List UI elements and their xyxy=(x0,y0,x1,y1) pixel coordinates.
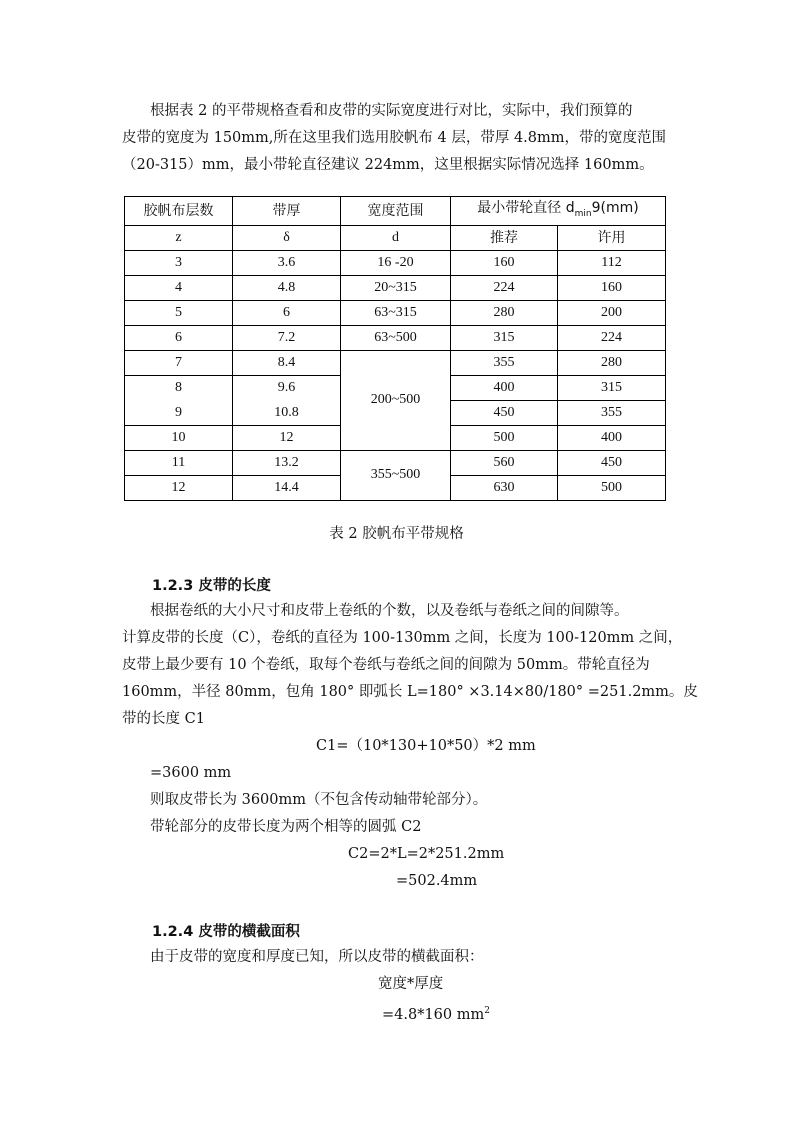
cell-z: 10 xyxy=(125,425,233,450)
header-width-range: 宽度范围 xyxy=(341,197,451,226)
cell-width-merged: 200~500 xyxy=(341,350,451,450)
cell-recommended: 224 xyxy=(451,275,558,300)
section-heading-1-2-4: 1.2.4 皮带的横截面积 xyxy=(152,924,300,940)
cell-thickness: 12 xyxy=(233,425,341,450)
cell-recommended: 355 xyxy=(451,350,558,375)
cell-recommended: 560 xyxy=(451,450,558,475)
table-subheader-row xyxy=(125,225,666,250)
cell-z: 8 xyxy=(125,375,233,400)
cell-allowed: 224 xyxy=(558,325,666,350)
header-z: z xyxy=(125,225,233,250)
cell-thickness: 10.8 xyxy=(233,400,341,425)
paragraph-line: 由于皮带的宽度和厚度已知，所以皮带的横截面积： xyxy=(150,949,484,965)
formula-result-area: =4.8*160 $mm^2$ xyxy=(382,1006,490,1023)
cell-recommended: 160 xyxy=(451,250,558,275)
table-row xyxy=(125,275,666,300)
formula-result-c1: =3600 mm xyxy=(150,765,232,781)
cell-allowed: 400 xyxy=(558,425,666,450)
cell-width: 63~500 xyxy=(341,325,451,350)
cell-allowed: 315 xyxy=(558,375,666,400)
table-row xyxy=(125,325,666,350)
cell-width-merged: 355~500 xyxy=(341,450,451,500)
intro-line-1: 根据表 2 的平带规格查看和皮带的实际宽度进行对比，实际中，我们预算的 xyxy=(150,103,633,119)
paragraph-line: 则取皮带长为 3600mm（不包含传动轴带轮部分）。 xyxy=(150,792,488,808)
paragraph-line: 计算皮带的长度（C），卷纸的直径为 100-130mm 之间，长度为 100-120mm 之间， xyxy=(122,630,683,646)
cell-recommended: 450 xyxy=(451,400,558,425)
cell-thickness: 13.2 xyxy=(233,450,341,475)
header-min-diameter: 最小带轮直径 $d_{min}9(mm)$ xyxy=(451,197,666,226)
cell-width: 63~315 xyxy=(341,300,451,325)
flat-belt-spec-table xyxy=(124,196,666,501)
header-recommended: 推荐 xyxy=(451,225,558,250)
formula-area: 宽度*厚度 xyxy=(378,976,444,992)
cell-thickness: 6 xyxy=(233,300,341,325)
cell-width: 20~315 xyxy=(341,275,451,300)
table-row xyxy=(125,350,666,375)
paragraph-line: 皮带上最少要有 10 个卷纸，取每个卷纸与卷纸之间的间隙为 50mm。带轮直径为 xyxy=(122,657,650,673)
cell-thickness: 9.6 xyxy=(233,375,341,400)
cell-z: 7 xyxy=(125,350,233,375)
cell-z: 4 xyxy=(125,275,233,300)
cell-allowed: 450 xyxy=(558,450,666,475)
paragraph-line: 带的长度 C1 xyxy=(122,711,205,727)
cell-allowed: 500 xyxy=(558,475,666,500)
intro-line-3: （20-315）mm，最小带轮直径建议 224mm，这里根据实际情况选择 160mm。 xyxy=(122,157,654,173)
cell-z: 11 xyxy=(125,450,233,475)
cell-z: 3 xyxy=(125,250,233,275)
header-d: d xyxy=(341,225,451,250)
table-row xyxy=(125,450,666,475)
paragraph-line: 根据卷纸的大小尺寸和皮带上卷纸的个数，以及卷纸与卷纸之间的间隙等。 xyxy=(150,603,629,619)
table-caption: 表 2 胶帆布平带规格 xyxy=(329,526,464,542)
table-header-row xyxy=(125,197,666,226)
section-heading-1-2-3: 1.2.3 皮带的长度 xyxy=(152,578,271,594)
cell-z: 6 xyxy=(125,325,233,350)
formula-c2: C2=2*L=2*251.2mm xyxy=(348,846,505,862)
cell-allowed: 112 xyxy=(558,250,666,275)
table-row xyxy=(125,300,666,325)
cell-recommended: 630 xyxy=(451,475,558,500)
header-thickness: 带厚 xyxy=(233,197,341,226)
intro-line-2: 皮带的宽度为 150mm,所在这里我们选用胶帆布 4 层，带厚 4.8mm，带的宽度范围 xyxy=(122,130,667,146)
cell-z: 12 xyxy=(125,475,233,500)
cell-z: 5 xyxy=(125,300,233,325)
cell-thickness: 7.2 xyxy=(233,325,341,350)
table-row xyxy=(125,250,666,275)
cell-allowed: 160 xyxy=(558,275,666,300)
cell-z: 9 xyxy=(125,400,233,425)
paragraph-line: 160mm，半径 80mm，包角 180° 即弧长 L=180° ×3.14×80/180° =251.2mm。皮 xyxy=(122,684,698,700)
header-delta: δ xyxy=(233,225,341,250)
header-allowed: 许用 xyxy=(558,225,666,250)
cell-thickness: 8.4 xyxy=(233,350,341,375)
cell-allowed: 200 xyxy=(558,300,666,325)
header-layers: 胶帆布层数 xyxy=(125,197,233,226)
cell-thickness: 3.6 xyxy=(233,250,341,275)
paragraph-line: 带轮部分的皮带长度为两个相等的圆弧 C2 xyxy=(150,819,422,835)
cell-allowed: 355 xyxy=(558,400,666,425)
formula-result-c2: =502.4mm xyxy=(396,873,478,889)
cell-recommended: 500 xyxy=(451,425,558,450)
cell-recommended: 280 xyxy=(451,300,558,325)
cell-recommended: 400 xyxy=(451,375,558,400)
cell-recommended: 315 xyxy=(451,325,558,350)
cell-thickness: 4.8 xyxy=(233,275,341,300)
cell-thickness: 14.4 xyxy=(233,475,341,500)
cell-allowed: 280 xyxy=(558,350,666,375)
cell-width: 16 -20 xyxy=(341,250,451,275)
formula-c1: C1=（10*130+10*50）*2 mm xyxy=(316,738,536,754)
